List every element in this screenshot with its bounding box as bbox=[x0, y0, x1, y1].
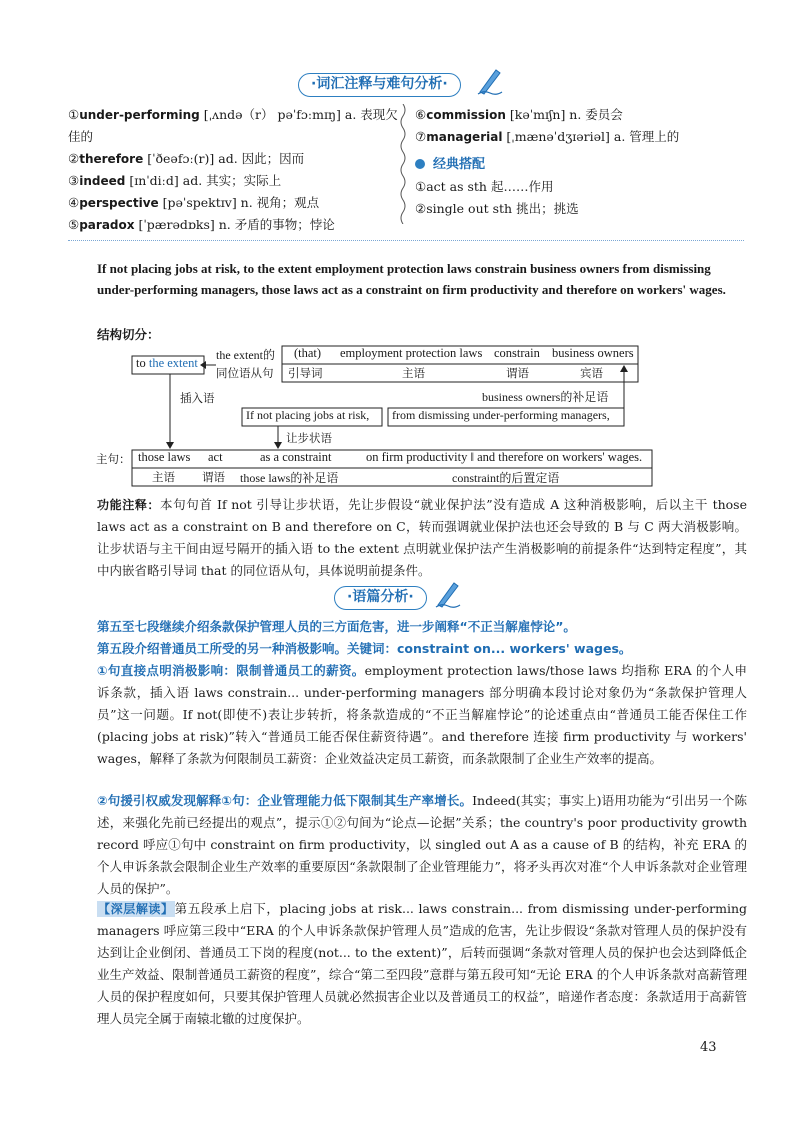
constrain-caption: 谓语 bbox=[506, 366, 529, 380]
vocab-definition: [ˈðeəfɔː(r)] ad. 因此；因而 bbox=[143, 151, 305, 166]
p1-text: employment protection laws/those laws 均指称 ERA 的个人申诉条款，插入语 laws constrain... under-performing managers 部分明确本段讨论对象仍为“条款保护管理人员”这一问题。If not(即使不)表让步转折，将条款造成的“不正当解雇悖论”的论述重点由“普通员工能否保住工作(placing jobs at risk)”转入“普通员工能否保住薪资待遇”。and therefore 连接 firm productivity 与 workers' wages，解释了条款为何限制员工薪资：企业效益决定员工薪资，而条款限制了企业生产效率的提高。 bbox=[97, 663, 747, 766]
bo-comp-caption: business owners的补足语 bbox=[482, 390, 609, 404]
analysis-banner bbox=[0, 583, 800, 613]
down-arrow bbox=[166, 442, 174, 449]
collocations-title bbox=[415, 154, 745, 176]
bo-caption: 宾语 bbox=[580, 366, 603, 380]
vocab-definition: [kəˈmɪʃn] n. 委员会 bbox=[505, 107, 623, 122]
vocab-item bbox=[68, 170, 398, 192]
vocab-banner-title: ·词汇注释与难句分析· bbox=[298, 73, 461, 97]
collocation-item: ①act as sth 起……作用 bbox=[415, 179, 554, 194]
deep-reading-tag: 【深层解读】 bbox=[98, 902, 174, 916]
vocab-definition: 佳的 bbox=[68, 129, 94, 144]
asac-caption: those laws的补足语 bbox=[240, 471, 339, 485]
p2-text: Indeed(其实；事实上)语用功能为“引出另一个陈述，来强化先前已经提出的观点”，提示①②句间为“论点—论据”关系；the country's poor productivity growth record 呼应①句中 constraint on firm productivity，以 singled out A as a cause of B 的结构，补充 ERA 的个人申诉条款会限制企业生产效率的重要原因“条款限制了企业管理能力”，将矛头再次对准“个人申诉条款对企业管理人员的保护”。 bbox=[97, 793, 748, 896]
pen-icon bbox=[476, 66, 504, 96]
function-text: 本句句首 If not 引导让步状语，先让步假设“就业保护法”没有造成 A 这种消极影响，后以主干 those laws act as a constraint on B and therefore on C，转而强调就业保护法也还会导致的 B 与 C 两大消极影响。让步状语与主干间由逗号隔开的插入语 to the extent 点明就业保护法产生消极影响的前提条件“达到特定程度”，其中内嵌省略引导词 that 的同位语从句，具体说明前提条件。 bbox=[97, 497, 747, 578]
vocab-number: ④ bbox=[68, 195, 80, 210]
extent-word: the extent bbox=[148, 356, 198, 370]
vocab-item bbox=[68, 148, 398, 170]
ofp-word: on firm productivity ‖ and therefore on workers' wages. bbox=[366, 450, 643, 464]
vocab-number: ⑦ bbox=[415, 129, 427, 144]
concession-arrow bbox=[274, 442, 282, 449]
appositive-label: 同位语从句 bbox=[216, 366, 274, 380]
up-arrow bbox=[620, 365, 628, 372]
collocation-item: ②single out sth 挑出；挑选 bbox=[415, 201, 579, 216]
page-number: 43 bbox=[700, 1040, 717, 1055]
that-word: (that) bbox=[294, 346, 322, 360]
vocab-number: ① bbox=[68, 107, 80, 122]
vocab-list-right bbox=[415, 104, 745, 220]
epl-word: employment protection laws bbox=[340, 346, 483, 360]
vocab-banner bbox=[0, 70, 800, 100]
vocab-number: ⑥ bbox=[415, 107, 427, 122]
analysis-heading-2: 第五段介绍普通员工所受的另一种消极影响。关键词：constraint on... workers' wages。 bbox=[97, 641, 632, 656]
deep-reading bbox=[97, 898, 747, 1030]
epl-caption: 主语 bbox=[402, 366, 425, 380]
analysis-paragraph-1 bbox=[97, 660, 747, 770]
vocab-item bbox=[415, 126, 745, 148]
vocab-word: managerial bbox=[426, 130, 503, 144]
analysis-banner-title: ·语篇分析· bbox=[334, 586, 427, 610]
collocations-title-text: 经典搭配 bbox=[433, 157, 486, 172]
function-label: 功能注释： bbox=[97, 498, 161, 512]
vocab-definition: [pəˈspektɪv] n. 视角；观点 bbox=[158, 195, 320, 210]
vocab-item bbox=[415, 104, 745, 126]
asac-word: as a constraint bbox=[260, 450, 332, 464]
vocab-number: ② bbox=[68, 151, 80, 166]
vocab-word: under-performing bbox=[79, 108, 200, 122]
extent-s: the extent的 bbox=[216, 348, 275, 362]
wave-divider bbox=[398, 104, 408, 224]
deep-reading-text: 第五段承上启下，placing jobs at risk... laws constrain... from dismissing under-performing managers 呼应第三段中“ERA 的个人申诉条款保护管理人员”造成的危害，先让步假设“条款对管理人员的保护没有达到让企业倒闭、普通员工下岗的程度(not... to the extent)”，后转而强调“条款对管理人员的保护也会达到降低企业生产效益、限制普通员工薪资的程度”，综合“第二至四段”意群与第五段可知“无论 ERA 的个人申诉条款对高薪管理人员的保护程度如何，只要其保护管理人员就必然损害企业以及普通员工的权益”，暗递作者态度：条款适用于高薪管理人员完全属于南辕北辙的过度保护。 bbox=[97, 901, 747, 1026]
from-text: from dismissing under-performing managers, bbox=[392, 408, 610, 422]
function-note bbox=[97, 494, 747, 582]
analysis-paragraph-2 bbox=[97, 790, 747, 900]
ofp-caption: constraint的后置定语 bbox=[452, 471, 560, 485]
vocab-word: paradox bbox=[79, 218, 135, 232]
vocab-word: perspective bbox=[79, 196, 159, 210]
dotted-separator bbox=[68, 240, 744, 241]
that-caption: 引导词 bbox=[288, 366, 323, 380]
act-caption: 谓语 bbox=[202, 470, 225, 484]
constrain-word: constrain bbox=[494, 346, 540, 360]
tl-caption: 主语 bbox=[152, 470, 175, 484]
structure-label: 结构切分： bbox=[97, 327, 160, 342]
structure-diagram bbox=[96, 342, 746, 490]
p1-highlight: ①句直接点明消极影响：限制普通员工的薪资。 bbox=[97, 663, 365, 678]
vocab-number: ⑤ bbox=[68, 217, 80, 232]
vocab-word: indeed bbox=[79, 174, 126, 188]
act-word: act bbox=[208, 450, 223, 464]
vocab-item bbox=[68, 214, 398, 236]
pen-icon bbox=[434, 579, 462, 609]
bo-word: business owners bbox=[552, 346, 634, 360]
vocab-definition: [ˈpærədɒks] n. 矛盾的事物；悖论 bbox=[134, 217, 335, 232]
vocab-item bbox=[68, 104, 398, 126]
ifnot-text: If not placing jobs at risk, bbox=[246, 408, 370, 422]
vocab-definition: [ˌʌndə（r） pəˈfɔːmɪŋ] a. 表现欠 bbox=[199, 107, 398, 122]
vocab-list-left bbox=[68, 104, 398, 236]
vocab-word: therefore bbox=[79, 152, 144, 166]
vocab-item bbox=[68, 192, 398, 214]
insert-caption: 插入语 bbox=[180, 391, 215, 405]
arrow-head bbox=[200, 361, 206, 369]
vocab-word: commission bbox=[426, 108, 506, 122]
bullet-icon bbox=[415, 159, 425, 169]
vocab-number: ③ bbox=[68, 173, 80, 188]
analysis-heading-1: 第五至七段继续介绍条款保护管理人员的三方面危害，进一步阐释“不正当解雇悖论”。 bbox=[97, 619, 576, 634]
vocab-definition: [ɪnˈdiːd] ad. 其实；实际上 bbox=[125, 173, 282, 188]
vocab-item bbox=[68, 126, 398, 148]
main-label: 主句： bbox=[96, 452, 131, 466]
key-sentence: If not placing jobs at risk, to the extent employment protection laws constrain business owners from dismissing under-performing managers, those laws act as a constraint on firm productivity and therefore on workers' wages. bbox=[97, 261, 726, 297]
p2-highlight: ②句援引权威发现解释①句：企业管理能力低下限制其生产率增长。 bbox=[97, 793, 473, 808]
to-word: to bbox=[136, 356, 149, 370]
vocab-definition: [ˌmænəˈdʒɪəriəl] a. 管理上的 bbox=[502, 129, 680, 144]
tl-word: those laws bbox=[138, 450, 191, 464]
concession-caption: 让步状语 bbox=[286, 431, 332, 445]
to-the-extent bbox=[136, 356, 198, 371]
